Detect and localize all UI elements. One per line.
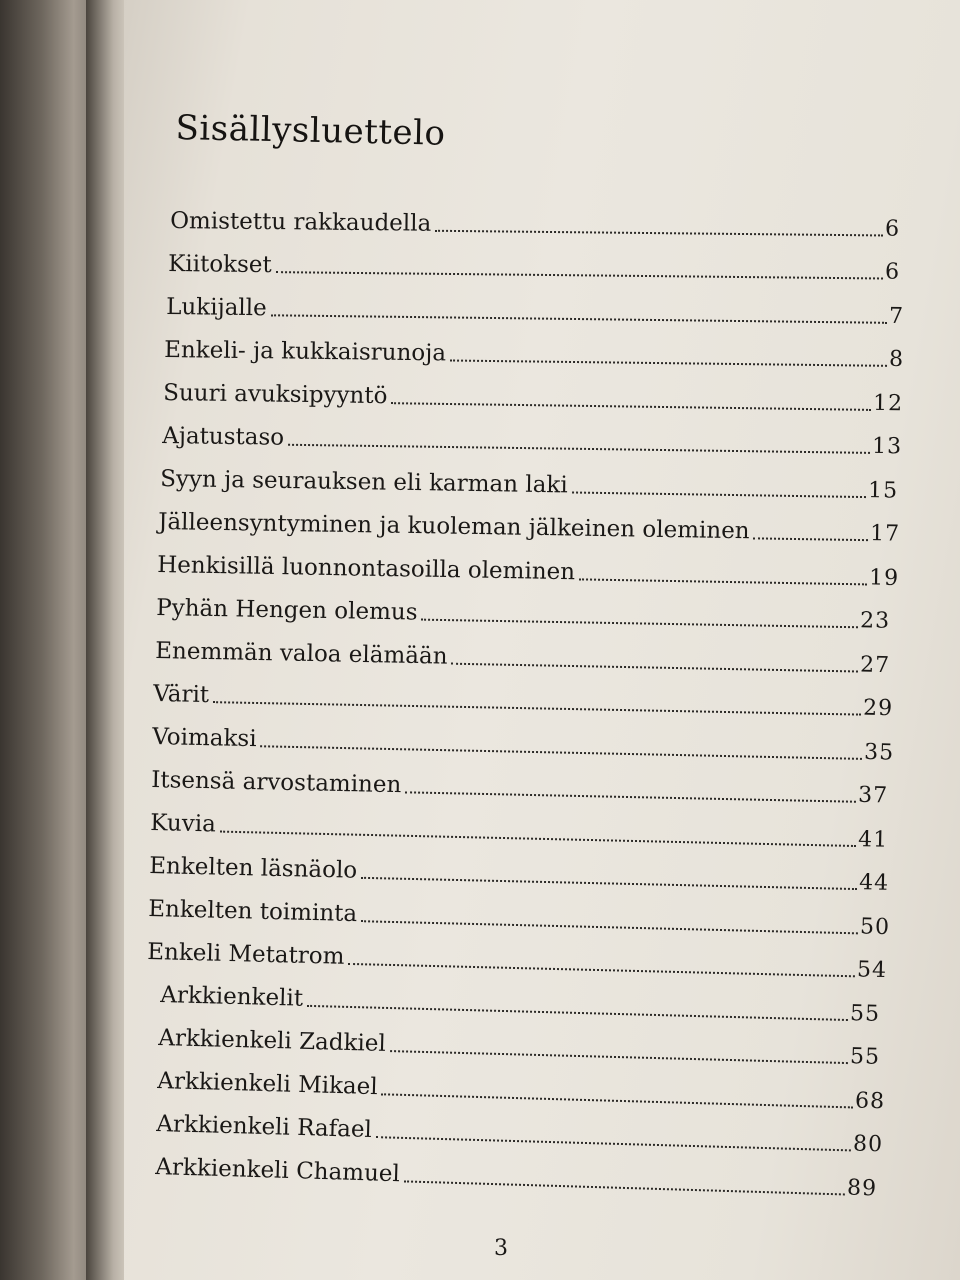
toc-entry-label: Arkkienkeli Chamuel <box>155 1154 401 1188</box>
toc-entry-page: 6 <box>884 216 901 242</box>
toc-entry-label: Kuvia <box>150 810 217 838</box>
toc-entry <box>170 204 900 242</box>
toc-entry <box>160 462 898 504</box>
dot-leader <box>376 1136 851 1151</box>
toc-entry-label: Arkkienkeli Rafael <box>156 1111 373 1144</box>
dot-leader <box>276 271 883 279</box>
dot-leader <box>390 1050 848 1064</box>
toc-entry-label: Arkkienkeli Zadkiel <box>158 1025 387 1057</box>
toc-entry-page: 50 <box>859 914 891 941</box>
toc-entry <box>158 505 900 547</box>
toc-entry <box>155 634 890 678</box>
toc-entry-label: Omistettu rakkaudella <box>170 208 432 237</box>
toc-entry-label: Lukijalle <box>166 294 267 322</box>
toc-entry-label: Kiitokset <box>168 251 272 279</box>
toc-entry-page: 89 <box>846 1175 878 1202</box>
dot-leader <box>753 537 868 541</box>
toc-entry-page: 55 <box>849 1044 881 1070</box>
toc-entry-label: Ajatustaso <box>162 423 285 451</box>
toc-entry-page: 37 <box>857 782 889 809</box>
dot-leader <box>288 444 870 454</box>
toc-entry <box>150 806 888 853</box>
dot-leader <box>381 1093 853 1108</box>
toc-entry-page: 54 <box>856 957 888 984</box>
dot-leader <box>572 491 866 498</box>
toc-entry-page: 15 <box>867 478 899 504</box>
toc-entry <box>152 720 894 766</box>
toc-entry-label: Jälleensyntyminen ja kuoleman jälkeinen oleminen <box>158 509 750 545</box>
toc-entry <box>147 935 888 983</box>
toc-entry <box>158 1021 881 1070</box>
toc-entry-page: 68 <box>854 1088 886 1115</box>
toc-entry-label: Voimaksi <box>152 724 257 753</box>
toc-entry-label: Enkeli Metatrom <box>147 939 345 970</box>
toc-entry <box>160 978 881 1027</box>
toc-entry <box>155 1150 878 1201</box>
toc-entry <box>157 548 899 591</box>
toc-entry-label: Suuri avuksipyyntö <box>163 380 388 410</box>
toc-entry-page: 13 <box>871 433 903 460</box>
toc-entry-label: Itsensä arvostaminen <box>151 767 402 799</box>
toc-entry-page: 8 <box>888 346 905 373</box>
toc-entry-page: 23 <box>859 608 891 634</box>
toc-entry-label: Enkelten toiminta <box>148 896 358 928</box>
dot-leader <box>391 402 871 411</box>
toc-entry <box>166 290 904 329</box>
dot-leader <box>361 920 858 934</box>
dot-leader <box>421 619 858 629</box>
toc-entry-label: Syyn ja seurauksen eli karman laki <box>160 466 568 499</box>
toc-entry <box>151 763 888 808</box>
toc-entry-page: 17 <box>869 521 901 547</box>
dot-leader <box>450 359 887 366</box>
page-title: Sisällysluettelo <box>175 108 446 154</box>
toc-entry-label: Värit <box>153 681 210 709</box>
toc-entry-page: 6 <box>884 259 901 285</box>
toc-entry-page: 7 <box>888 303 905 330</box>
toc-entry <box>148 892 891 940</box>
toc-entry-page: 27 <box>859 652 891 679</box>
toc-entry-page: 12 <box>872 390 904 417</box>
toc-entry <box>163 376 903 416</box>
dot-leader <box>405 791 856 802</box>
toc-entry-label: Arkkienkelit <box>160 982 304 1012</box>
toc-entry <box>149 849 889 896</box>
toc-entry <box>156 591 890 634</box>
toc-entry <box>162 419 902 459</box>
dot-leader <box>435 230 883 237</box>
toc-entry <box>156 1107 884 1157</box>
toc-entry-page: 29 <box>862 695 894 722</box>
toc-entry-page: 44 <box>858 870 890 896</box>
toc-entry-label: Enkeli- ja kukkaisrunoja <box>164 337 447 367</box>
toc-entry-label: Enkelten läsnäolo <box>149 853 358 884</box>
page-number: 3 <box>494 1236 508 1261</box>
toc-entry-page: 35 <box>863 739 895 766</box>
dot-leader <box>404 1180 845 1195</box>
dot-leader <box>451 663 858 673</box>
dot-leader <box>579 578 867 585</box>
toc-entry <box>164 333 904 372</box>
toc-entry-page: 55 <box>849 1001 881 1027</box>
toc-entry <box>153 677 893 721</box>
dot-leader <box>271 314 887 324</box>
dot-leader <box>348 963 855 977</box>
toc-entry-page: 41 <box>857 827 889 853</box>
toc-entry-label: Enemmän valoa elämään <box>155 638 448 670</box>
dot-leader <box>220 831 856 847</box>
toc-entry <box>168 247 900 285</box>
toc-entry-page: 19 <box>868 565 900 591</box>
dot-leader <box>260 745 862 760</box>
dot-leader <box>361 877 857 890</box>
toc-entry-page: 80 <box>852 1131 884 1158</box>
toc-entry <box>157 1064 886 1114</box>
toc-entry-label: Pyhän Hengen olemus <box>156 595 418 626</box>
toc-entry-label: Arkkienkeli Mikael <box>157 1068 378 1101</box>
dot-leader <box>213 701 861 715</box>
toc-entry-label: Henkisillä luonnontasoilla oleminen <box>157 552 576 586</box>
dot-leader <box>307 1005 848 1021</box>
